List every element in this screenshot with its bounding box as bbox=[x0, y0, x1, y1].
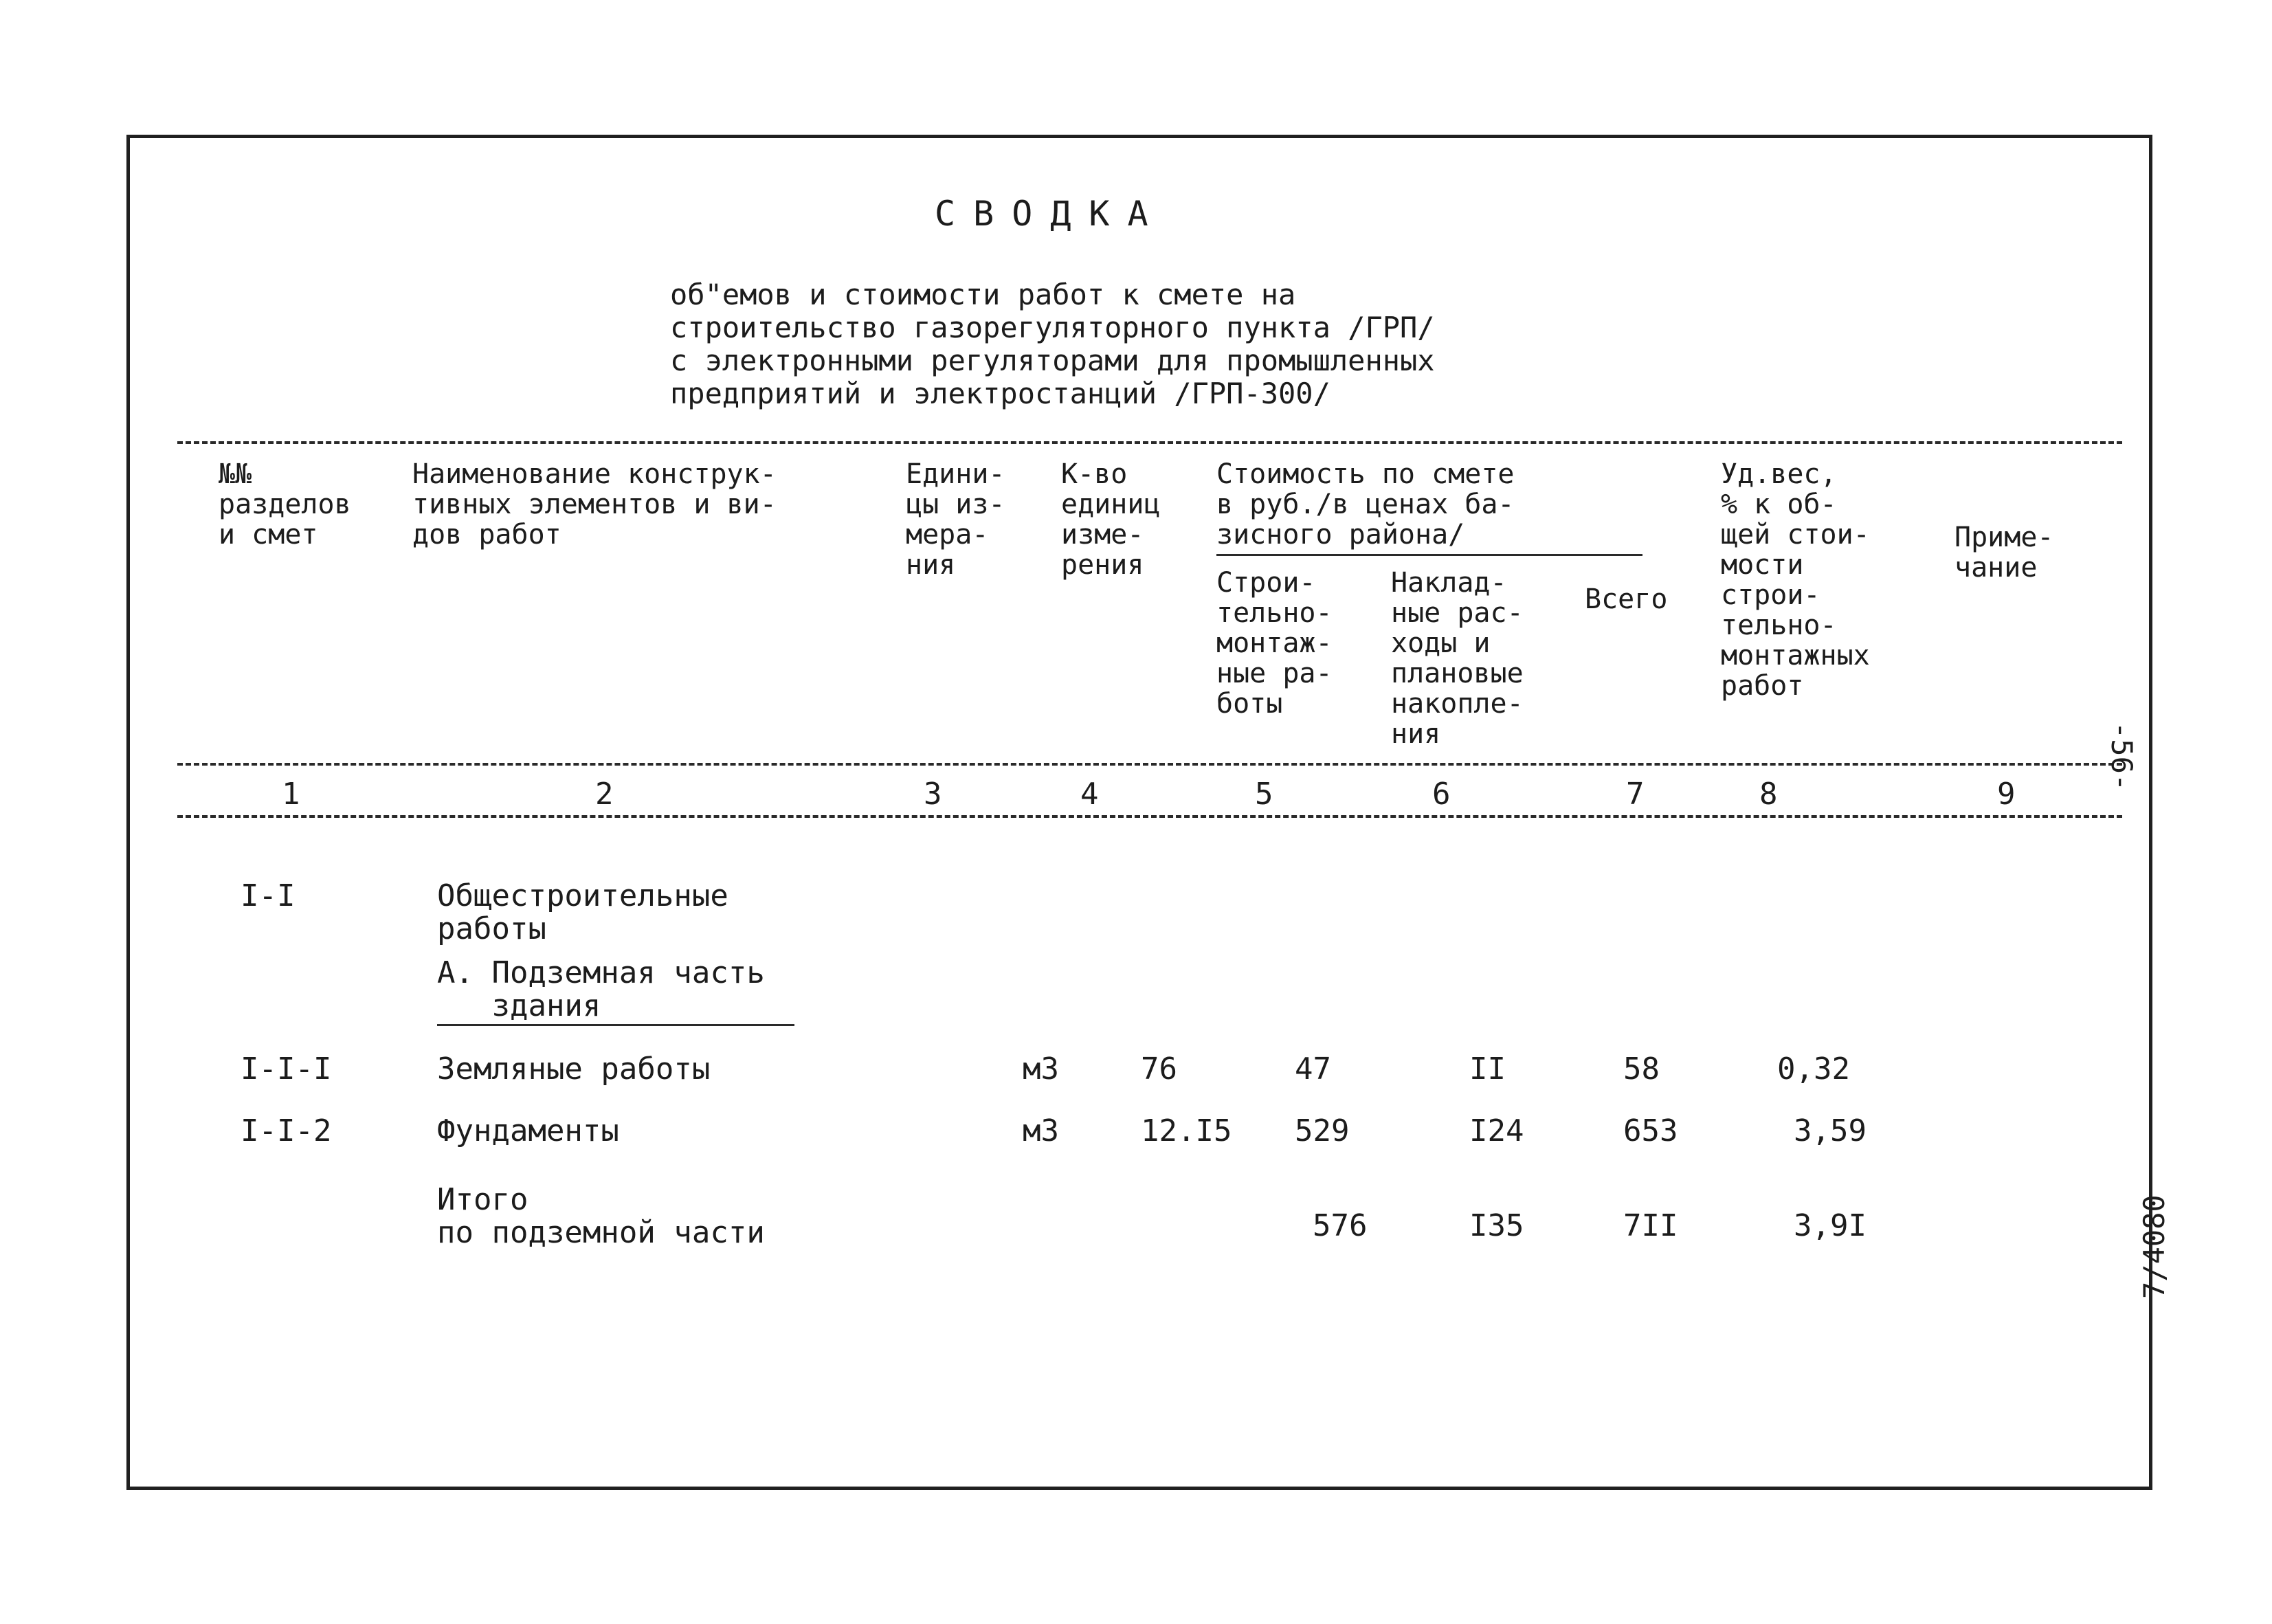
header-construction-works: Строи- тельно- монтаж- ные ра- боты bbox=[1216, 567, 1333, 720]
section-name: Общестроительные работы bbox=[437, 878, 728, 946]
header-note: Приме- чание bbox=[1954, 522, 2054, 583]
cost-group-underline bbox=[1216, 554, 1642, 556]
row-2-construction-cost: 529 bbox=[1295, 1113, 1350, 1148]
column-number-6: 6 bbox=[1432, 777, 1451, 812]
header-cost-group: Стоимость по смете в руб./в ценах ба- зисного района/ bbox=[1216, 458, 1515, 550]
row-1-share: 0,32 bbox=[1777, 1052, 1850, 1087]
row-1-construction-cost: 47 bbox=[1295, 1052, 1331, 1087]
document-subtitle: об"емов и стоимости работ к смете на строительство газорегуляторного пункта /ГРП/ с электронными регуляторами для промышленных предприятий и электростанций /ГРП-300/ bbox=[670, 278, 1435, 410]
row-1-quantity: 76 bbox=[1141, 1052, 1177, 1087]
row-1-code: I-I-I bbox=[241, 1052, 332, 1087]
column-number-4: 4 bbox=[1080, 777, 1099, 812]
row-1-total: 58 bbox=[1623, 1052, 1660, 1087]
row-2-name: Фундаменты bbox=[437, 1113, 619, 1148]
header-overhead: Наклад- ные рас- ходы и плановые накопле- ния bbox=[1391, 567, 1524, 750]
row-1-name: Земляные работы bbox=[437, 1052, 711, 1087]
subsection-underline bbox=[437, 1024, 794, 1026]
row-2-overhead: I24 bbox=[1469, 1113, 1524, 1148]
total-row-label: Итого по подземной части bbox=[437, 1182, 765, 1250]
column-numbers-bottom-rule bbox=[177, 815, 2122, 818]
row-2-quantity: 12.I5 bbox=[1141, 1113, 1232, 1148]
row-2-share: 3,59 bbox=[1794, 1113, 1867, 1148]
header-quantity: К-во единиц изме- рения bbox=[1061, 458, 1161, 581]
total-row-overhead: I35 bbox=[1469, 1208, 1524, 1243]
total-row-share: 3,9I bbox=[1794, 1208, 1867, 1243]
document-title: СВОДКА bbox=[935, 194, 1166, 234]
row-1-overhead: II bbox=[1469, 1052, 1506, 1087]
column-number-9: 9 bbox=[1997, 777, 2016, 812]
header-section-number: №№ разделов и смет bbox=[219, 458, 351, 550]
header-share: Уд.вес, % к об- щей стои- мости строи- тельно- монтажных работ bbox=[1721, 458, 1870, 702]
column-number-8: 8 bbox=[1759, 777, 1778, 812]
header-unit: Едини- цы из- мера- ния bbox=[906, 458, 1005, 581]
column-numbers-top-rule bbox=[177, 763, 2122, 766]
row-1-unit: м3 bbox=[1023, 1052, 1059, 1087]
column-number-1: 1 bbox=[282, 777, 300, 812]
header-total: Всего bbox=[1585, 583, 1668, 615]
column-number-7: 7 bbox=[1626, 777, 1645, 812]
table-top-rule bbox=[177, 441, 2122, 444]
row-2-total: 653 bbox=[1623, 1113, 1678, 1148]
page-number: -56- bbox=[2105, 722, 2139, 792]
subsection-name: А. Подземная часть здания bbox=[437, 955, 765, 1023]
section-code: I-I bbox=[241, 878, 296, 913]
column-number-2: 2 bbox=[595, 777, 614, 812]
header-work-name: Наименование конструк- тивных элементов и ви- дов работ bbox=[412, 458, 777, 550]
column-number-5: 5 bbox=[1255, 777, 1273, 812]
total-row-construction-cost: 576 bbox=[1313, 1208, 1368, 1243]
column-number-3: 3 bbox=[924, 777, 942, 812]
document-code: 7/4080 bbox=[2137, 1194, 2171, 1299]
row-2-unit: м3 bbox=[1023, 1113, 1059, 1148]
row-2-code: I-I-2 bbox=[241, 1113, 332, 1148]
total-row-total: 7II bbox=[1623, 1208, 1678, 1243]
